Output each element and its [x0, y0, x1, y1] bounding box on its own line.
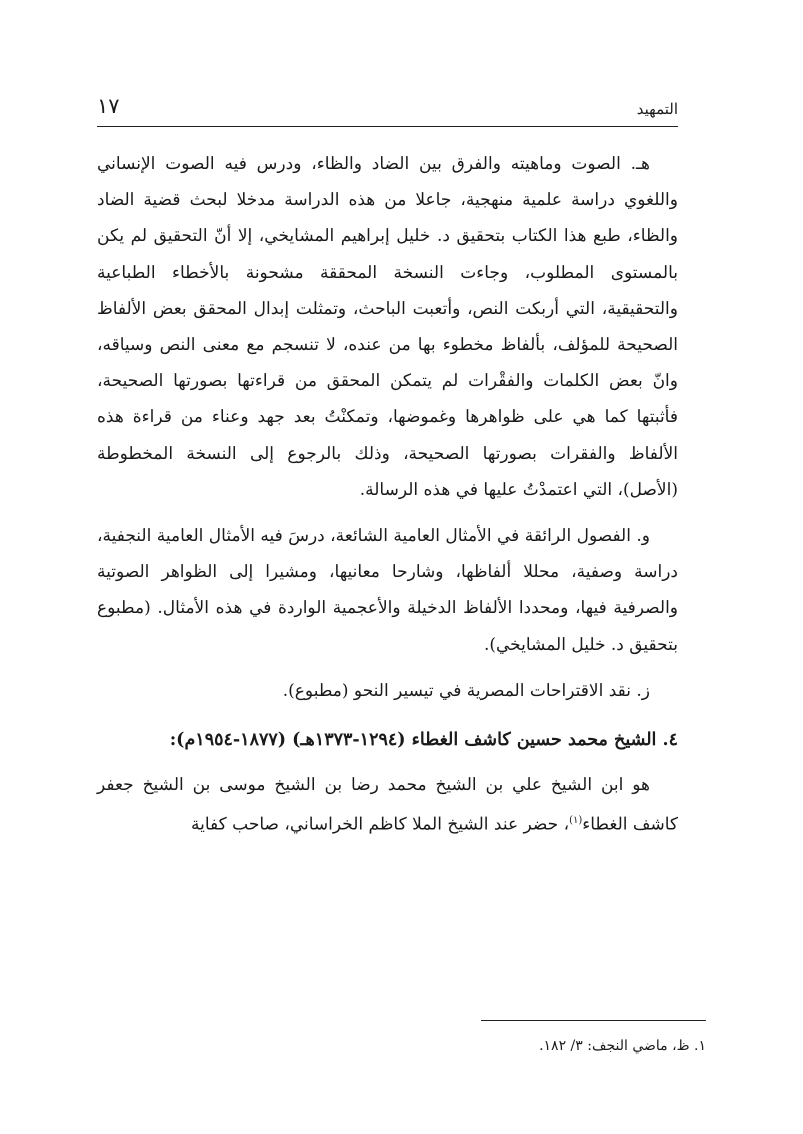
biography-text: هو ابن الشيخ علي بن الشيخ محمد رضا بن الشيخ موسى بن الشيخ جعفر كاشف الغطاء	[97, 775, 678, 835]
paragraph-zay: ز. نقد الاقتراحات المصرية في تيسير النحو (مطبوع).	[282, 680, 650, 701]
biography-text-continued: ، حضر عند الشيخ الملا كاظم الخراساني، صاحب كفاية	[191, 814, 570, 835]
paragraph-waw: و. الفصول الرائقة في الأمثال العامية الشائعة، درسَ فيه الأمثال العامية النجفية، دراسة وصفية، محللا ألفاظها، وشارحا معانيها، ومشيرا إلى الظواهر الصوتية والصرفية فيها، ومحددا الألفاظ الدخيلة والأعجمية الواردة في هذه الأمثال. (مطبوع بتحقيق د. خليل المشايخي).	[97, 526, 678, 655]
page-header	[97, 92, 678, 127]
paragraph-he: هـ. الصوت وماهيته والفرق بين الضاد والظاء، ودرس فيه الصوت الإنساني واللغوي دراسة علمية منهجية، جاعلا من هذه الدراسة مدخلا لبحث قضية الضاد والظاء، طبع هذا الكتاب بتحقيق د. خليل إبراهيم المشايخي، إلا أنّ التحقيق لم يكن بالمستوى المطلوب، وجاءت النسخة المحققة مشحونة بالأخطاء الطباعية والتحقيقية، التي أربكت النص، وأتعبت الباحث، وتمثلت إبدال المحقق بعض الألفاظ الصحيحة للمؤلف، بألفاظ مخطوء بها من عنده، لا تنسجم مع معنى النص وسياقه، وانّ بعض الكلمات والفقْرات لم يتمكن المحقق من قراءتها بصورتها الصحيحة، فأثبتها كما هي على ظواهرها وغموضها، وتمكنْتُ بعد جهد وعناء من قراءة هذه الألفاظ والفقرات بصورتها الصحيحة، وذلك بالرجوع إلى النسخة المخطوطة (الأصل)، التي اعتمدْتُ عليها في هذه الرسالة.	[97, 154, 678, 500]
running-title: التمهيد	[636, 100, 678, 118]
section-heading: ٤. الشيخ محمد حسين كاشف الغطاء (١٢٩٤-١٣٧٣هـ) (١٨٧٧-١٩٥٤م):	[169, 730, 678, 751]
body-text	[97, 146, 678, 843]
page-number: ١٧	[97, 94, 120, 118]
paragraph-biography	[97, 767, 678, 843]
footnote-divider	[481, 1020, 706, 1021]
footnote: ١. ظ، ماضي النجف: ٣/ ١٨٢.	[539, 1038, 706, 1054]
footnote-reference: (١)	[569, 815, 583, 827]
